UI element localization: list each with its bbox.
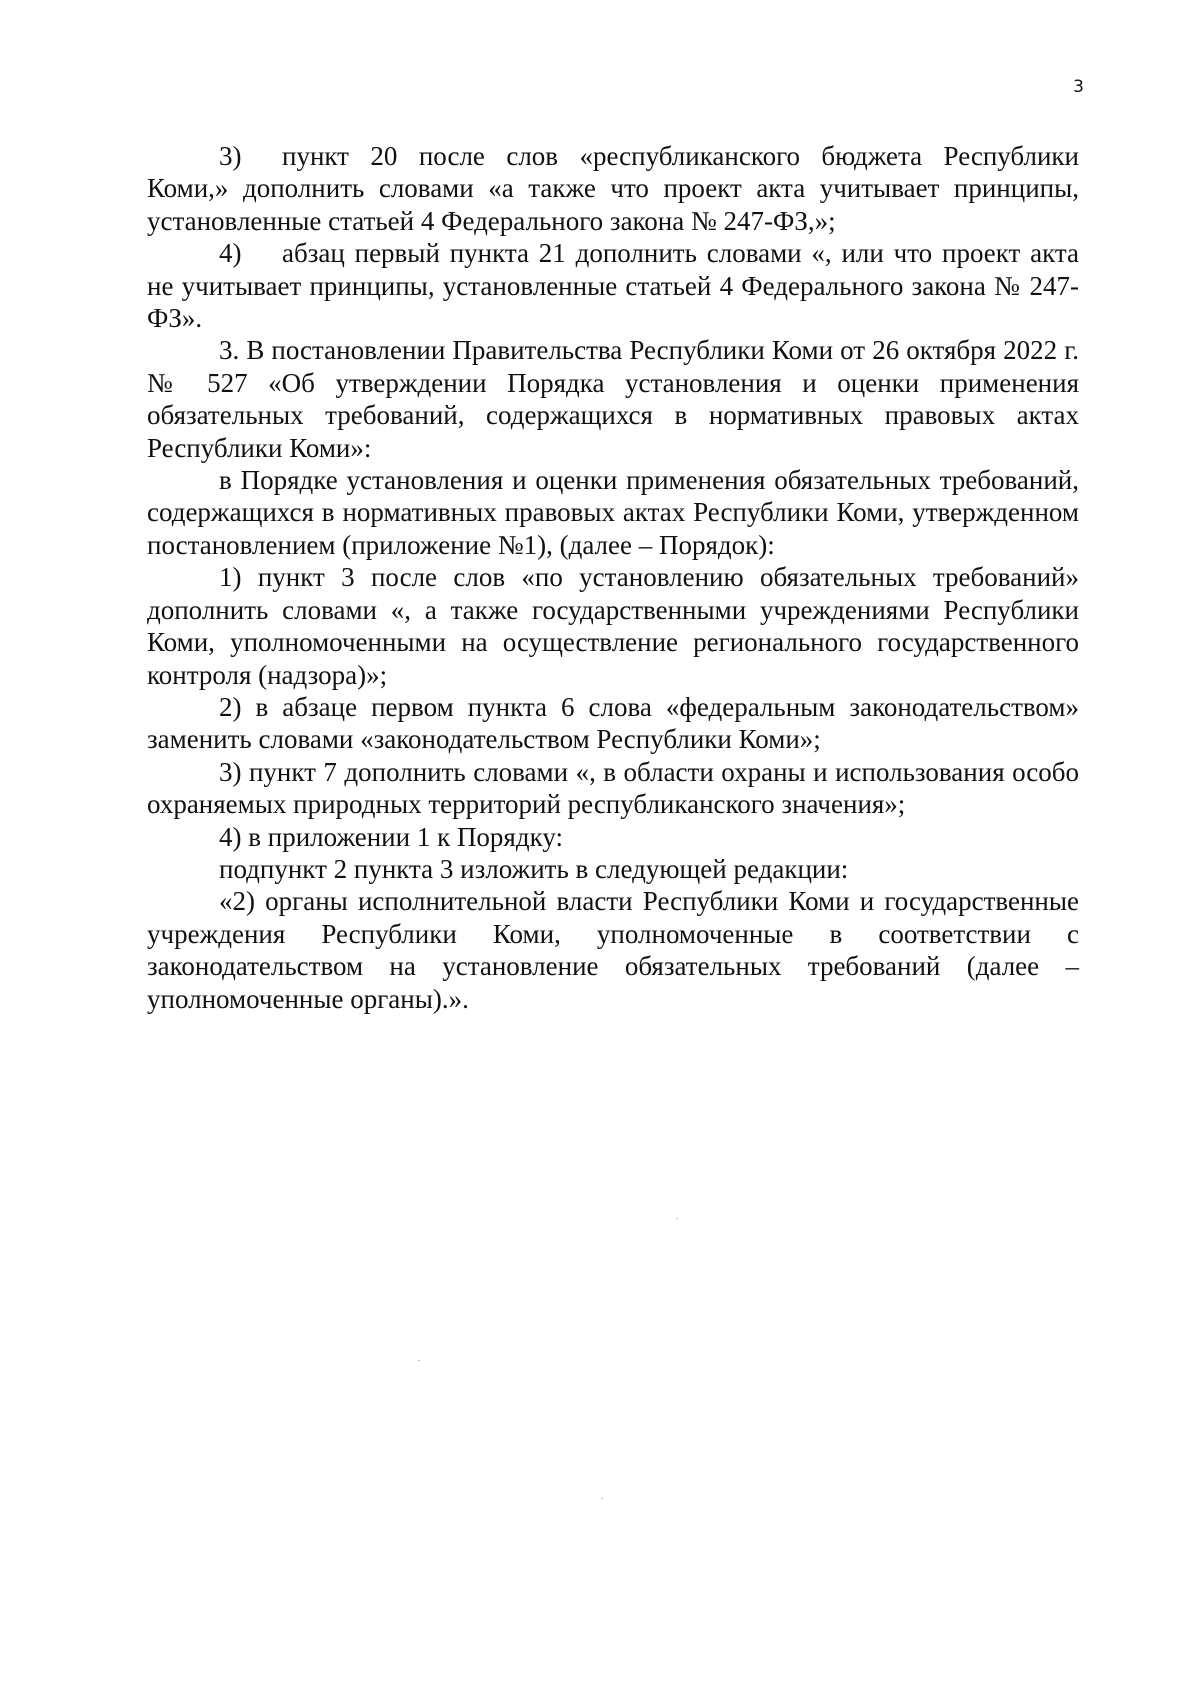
paragraph-item-3: 3) пункт 20 после слов «республиканского бюджета Республики Коми,» дополнить словами «а также что проект акта учитывает принципы, установленные статьей 4 Федерального закона № 247-ФЗ,»; <box>147 141 1079 236</box>
paragraph-item-4: 4) абзац первый пункта 21 дополнить словами «, или что проект акта не учитывает принципы, установленные статьей 4 Федерального закона № 247-ФЗ». <box>147 238 1079 334</box>
paragraph-order-intro: в Порядке установления и оценки применения обязательных требований, содержащихся в нормативных правовых актах Республики Коми, утвержденном постановлением (приложение №1), (далее – Порядок): <box>147 465 1079 560</box>
paragraph-subitem-3: 3) пункт 7 дополнить словами «, в области охраны и использования особо охраняемых природных территорий республиканского значения»; <box>147 756 1079 820</box>
document-body <box>147 140 1079 1015</box>
scan-speck <box>601 1498 603 1499</box>
paragraph-subitem-4: 4) в приложении 1 к Порядку: <box>219 821 563 852</box>
paragraph-new-wording: «2) органы исполнительной власти Республики Коми и государственные учреждения Республики Коми, уполномоченные в соответствии с законодательством на установление обязательных требований (далее – уполномоченные органы).». <box>147 886 1079 1014</box>
scan-speck <box>676 1218 678 1219</box>
paragraph-subitem-2: 2) в абзаце первом пункта 6 слова «федеральным законодательством» заменить словами «законодательством Республики Коми»; <box>147 691 1079 755</box>
scan-speck <box>418 1360 420 1361</box>
page-number: 3 <box>1073 77 1084 97</box>
paragraph-section-3: 3. В постановлении Правительства Республики Коми от 26 октября 2022 г. № 527 «Об утверждении Порядка установления и оценки применения обязательных требований, содержащихся в нормативных правовых актах Республики Коми»: <box>147 335 1079 463</box>
paragraph-subpoint-instruction: подпункт 2 пункта 3 изложить в следующей редакции: <box>219 853 849 884</box>
paragraph-subitem-1: 1) пункт 3 после слов «по установлению обязательных требований» дополнить словами «, а также государственными учреждениями Республики Коми, уполномоченными на осуществление регионального государственного контроля (надзора)»; <box>147 562 1079 690</box>
